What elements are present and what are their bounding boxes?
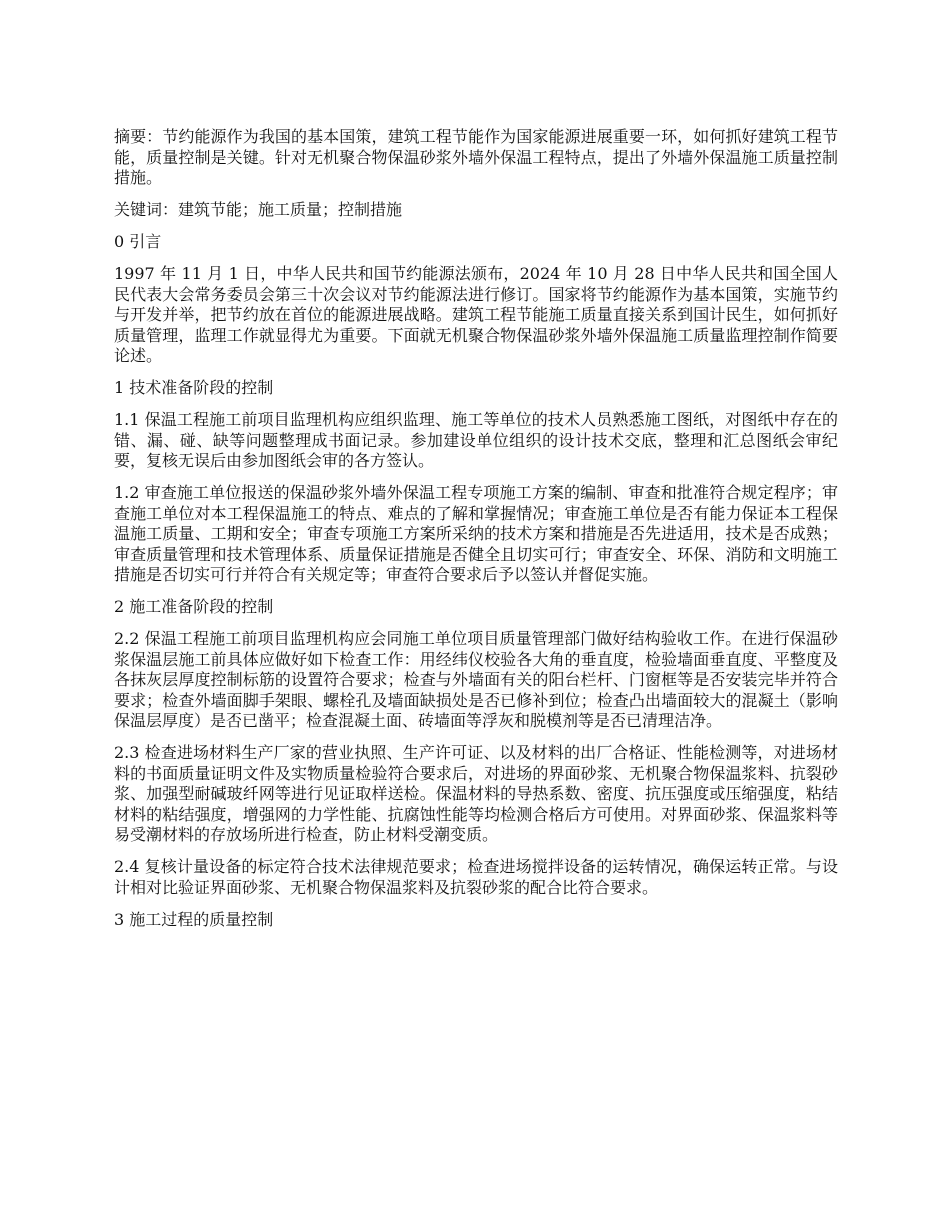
paragraph-2-2: 2.2 保温工程施工前项目监理机构应会同施工单位项目质量管理部门做好结构验收工作。在进行保温砂浆保温层施工前具体应做好如下检查工作：用经纬仪校验各大角的垂直度，检验墙面垂直度、平整度及各抹灰层厚度控制标筋的设置符合要求；检查与外墙面有关的阳台栏杆、门窗框等是否安装完毕并符合要求；检查外墙面脚手架眼、螺栓孔及墙面缺损处是否已修补到位；检查凸出墙面较大的混凝土（影响保温层厚度）是否已凿平；检查混凝土面、砖墙面等浮灰和脱模剂等是否已清理洁净。 <box>114 629 838 730</box>
document-body <box>114 127 838 942</box>
section-heading-1: 1 技术准备阶段的控制 <box>114 378 274 397</box>
section-heading-3: 3 施工过程的质量控制 <box>114 909 274 929</box>
paragraph-1-2: 1.2 审查施工单位报送的保温砂浆外墙外保温工程专项施工方案的编制、审查和批准符合规定程序；审查施工单位对本工程保温施工的特点、难点的了解和掌握情况；审查施工单位是否有能力保证本工程保温施工质量、工期和安全；审查专项施工方案所采纳的技术方案和措施是否先进适用，技术是否成熟；审查质量管理和技术管理体系、质量保证措施是否健全且切实可行；审查安全、环保、消防和文明施工措施是否切实可行并符合有关规定等；审查符合要求后予以签认并督促实施。 <box>114 483 838 584</box>
intro-paragraph: 1997 年 11 月 1 日，中华人民共和国节约能源法颁布，2024 年 10 月 28 日中华人民共和国全国人民代表大会常务委员会第三十次会议对节约能源法进行修订。国家将节约能源作为基本国策，实施节约与开发并举，把节约放在首位的能源进展战略。建筑工程节能施工质量直接关系到国计民生，如何抓好质量管理，监理工作就显得尤为重要。下面就无机聚合物保温砂浆外墙外保温施工质量监理控制作简要论述。 <box>114 264 838 365</box>
section-heading-0: 0 引言 <box>114 232 162 251</box>
paragraph-2-3: 2.3 检查进场材料生产厂家的营业执照、生产许可证、以及材料的出厂合格证、性能检测等，对进场材料的书面质量证明文件及实物质量检验符合要求后，对进场的界面砂浆、无机聚合物保温浆料、抗裂砂浆、加强型耐碱玻纤网等进行见证取样送检。保温材料的导热系数、密度、抗压强度或压缩强度，粘结材料的粘结强度，增强网的力学性能、抗腐蚀性能等均检测合格后方可使用。对界面砂浆、保温浆料等易受潮材料的存放场所进行检查，防止材料受潮变质。 <box>114 743 838 844</box>
section-heading-2: 2 施工准备阶段的控制 <box>114 597 274 616</box>
keywords-paragraph: 关键词：建筑节能；施工质量；控制措施 <box>114 200 403 219</box>
paragraph-2-4: 2.4 复核计量设备的标定符合技术法律规范要求；检查进场搅拌设备的运转情况，确保运转正常。与设计相对比验证界面砂浆、无机聚合物保温浆料及抗裂砂浆的配合比符合要求。 <box>114 857 838 897</box>
paragraph-1-1: 1.1 保温工程施工前项目监理机构应组织监理、施工等单位的技术人员熟悉施工图纸，对图纸中存在的错、漏、碰、缺等问题整理成书面记录。参加建设单位组织的设计技术交底，整理和汇总图纸会审纪要，复核无误后由参加图纸会审的各方签认。 <box>114 410 838 470</box>
abstract-paragraph: 摘要：节约能源作为我国的基本国策，建筑工程节能作为国家能源进展重要一环，如何抓好建筑工程节能，质量控制是关键。针对无机聚合物保温砂浆外墙外保温工程特点，提出了外墙外保温施工质量控制措施。 <box>114 127 838 187</box>
